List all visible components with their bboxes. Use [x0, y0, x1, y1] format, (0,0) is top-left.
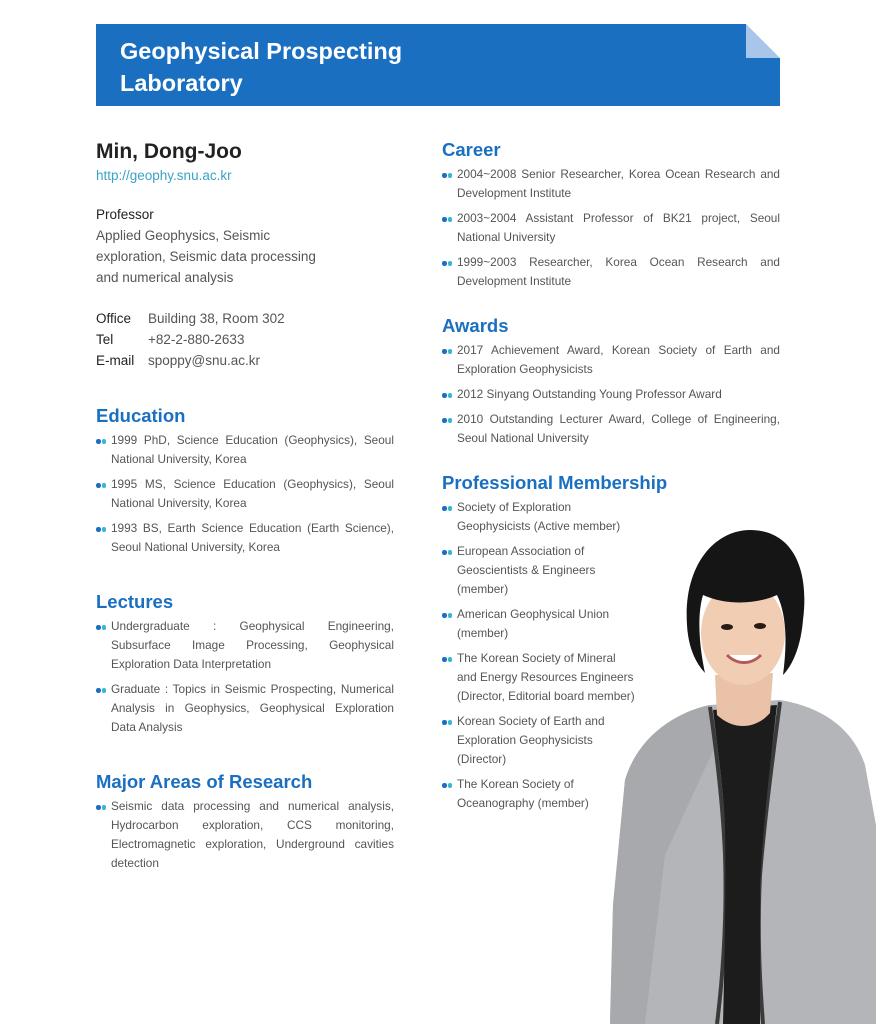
email-link[interactable]: spoppy@snu.ac.kr	[148, 353, 261, 368]
list-item: 2004~2008 Senior Researcher, Korea Ocean Research and Development Institute	[442, 165, 780, 203]
contact-row-tel	[96, 329, 394, 350]
research-heading: Major Areas of Research	[96, 771, 313, 792]
bullet-icon	[442, 253, 457, 272]
bullet-icon	[442, 209, 457, 228]
contact-label: E-mail	[96, 353, 135, 368]
left-column	[96, 137, 394, 879]
bullet-icon	[442, 775, 457, 794]
contact-value: Building 38, Room 302	[148, 311, 285, 326]
page-fold-corner	[746, 24, 780, 58]
list-item: Korean Society of Earth and Exploration Geophysicists (Director)	[442, 712, 637, 769]
list-item: Society of Exploration Geophysicists (Active member)	[442, 498, 637, 536]
bullet-icon	[442, 498, 457, 517]
career-heading: Career	[442, 139, 501, 160]
bullet-icon	[442, 542, 457, 561]
membership-heading: Professional Membership	[442, 472, 668, 493]
professor-name: Min, Dong-Joo	[96, 140, 242, 163]
list-item: The Korean Society of Oceanography (member)	[442, 775, 637, 813]
bullet-icon	[442, 341, 457, 360]
bullet-icon	[96, 680, 111, 699]
bullet-icon	[96, 617, 111, 636]
bullet-icon	[96, 431, 111, 450]
list-item: The Korean Society of Mineral and Energy Resources Engineers (Director, Editorial board member)	[442, 649, 637, 706]
list-item: European Association of Geoscientists & Engineers (member)	[442, 542, 637, 599]
bullet-icon	[442, 165, 457, 184]
research-section	[96, 769, 394, 873]
list-item: Seismic data processing and numerical analysis, Hydrocarbon exploration, CCS monitoring, Electromagnetic exploration, Underground cavities detection	[96, 797, 394, 873]
title-banner	[96, 24, 780, 106]
list-item: 2003~2004 Assistant Professor of BK21 project, Seoul National University	[442, 209, 780, 247]
page-title	[120, 35, 540, 99]
bullet-icon	[442, 605, 457, 624]
contact-label: Tel	[96, 332, 114, 347]
list-item: Graduate : Topics in Seismic Prospecting, Numerical Analysis in Geophysics, Geophysical Exploration Data Analysis	[96, 680, 394, 737]
contact-row-email	[96, 350, 394, 371]
research-fields: Applied Geophysics, Seismic exploration, Seismic data processing and numerical analysis	[96, 228, 316, 285]
bullet-icon	[442, 649, 457, 668]
bullet-icon	[442, 712, 457, 731]
contact-info	[96, 308, 394, 371]
bullet-icon	[442, 385, 457, 404]
list-item: 2012 Sinyang Outstanding Young Professor Award	[442, 385, 780, 404]
page-title-line-2: Laboratory	[120, 70, 243, 96]
contact-label: Office	[96, 311, 132, 326]
education-section	[96, 403, 394, 557]
awards-section	[442, 313, 780, 448]
list-item: 1999 PhD, Science Education (Geophysics), Seoul National University, Korea	[96, 431, 394, 469]
list-item: 1993 BS, Earth Science Education (Earth Science), Seoul National University, Korea	[96, 519, 394, 557]
bullet-icon	[96, 519, 111, 538]
list-item: 2010 Outstanding Lecturer Award, College of Engineering, Seoul National University	[442, 410, 780, 448]
list-item: 2017 Achievement Award, Korean Society of Earth and Exploration Geophysicists	[442, 341, 780, 379]
awards-heading: Awards	[442, 315, 509, 336]
education-heading: Education	[96, 405, 186, 426]
lectures-section	[96, 589, 394, 737]
contact-value: +82-2-880-2633	[148, 332, 245, 347]
bullet-icon	[442, 410, 457, 429]
professor-title: Professor	[96, 207, 154, 222]
list-item: Undergraduate : Geophysical Engineering, Subsurface Image Processing, Geophysical Exploration Data Interpretation	[96, 617, 394, 674]
bullet-icon	[96, 475, 111, 494]
list-item: 1995 MS, Science Education (Geophysics), Seoul National University, Korea	[96, 475, 394, 513]
lab-website-link[interactable]: http://geophy.snu.ac.kr	[96, 168, 232, 183]
list-item: American Geophysical Union (member)	[442, 605, 637, 643]
bullet-icon	[96, 797, 111, 816]
contact-row-office	[96, 308, 394, 329]
list-item: 1999~2003 Researcher, Korea Ocean Research and Development Institute	[442, 253, 780, 291]
lectures-heading: Lectures	[96, 591, 174, 612]
professor-portrait	[605, 525, 876, 1024]
career-section	[442, 137, 780, 291]
page-title-line-1: Geophysical Prospecting	[120, 38, 403, 64]
